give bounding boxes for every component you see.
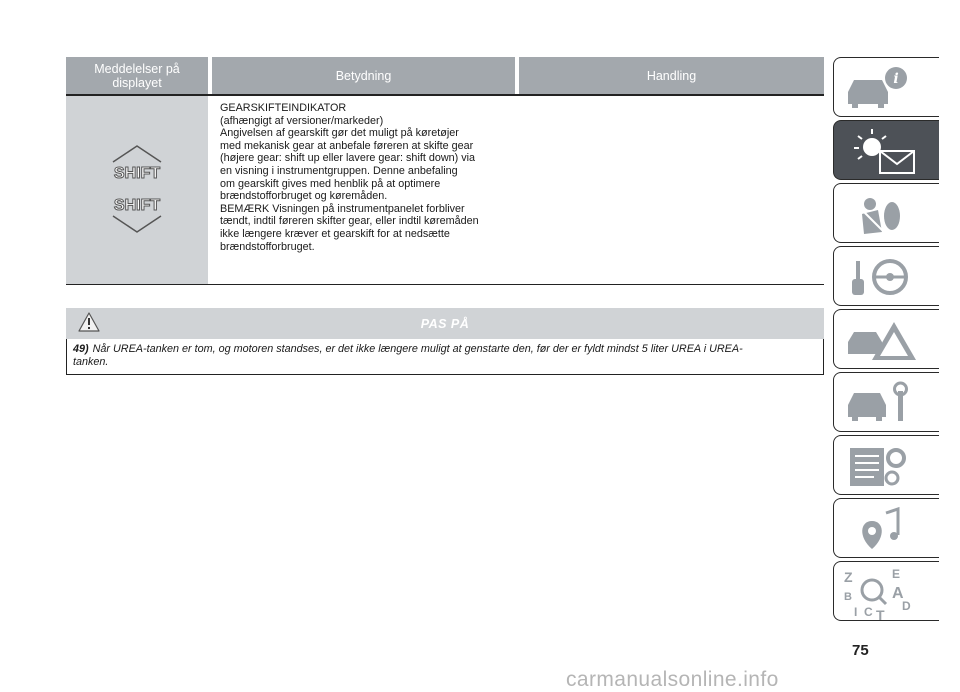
- table-header: [66, 57, 824, 94]
- technical-data-icon: [834, 436, 940, 496]
- watermark: carmanualsonline.info: [566, 668, 779, 691]
- svg-text:i: i: [893, 71, 899, 87]
- warning-body: [66, 339, 824, 375]
- shift-indicator-cell: [66, 96, 208, 284]
- action-cell: [519, 96, 824, 284]
- header-messages-label: Meddelelser på displayet: [94, 61, 180, 90]
- table-row: [66, 96, 824, 285]
- alphabetical-index-icon: [834, 562, 940, 622]
- warning-lights-messages-icon: [834, 121, 940, 181]
- header-action: [519, 57, 824, 94]
- meaning-text: GEARSKIFTEINDIKATOR (afhængigt af versioner/markeder) Angivelsen af gearskift gør det muligt på køretøjer med mekanisk gear at anbefale føreren at skifte gear (højere gear: shift up eller lavere gear: shift down) via en visning i instrumentgruppen. Denne anbefaling om gearskift gives med henblik på at optimere brændstofforbruget og køremåden. BEMÆRK Visningen på instrumentpanelet forbliver tændt, indtil føreren skifter gear, eller indtil køremåden ikke længere kræver et gearskift for at nedsætte brændstofforbruget.: [220, 102, 479, 253]
- tab-index[interactable]: [833, 561, 939, 621]
- svg-text:A: A: [892, 585, 904, 602]
- svg-text:D: D: [902, 599, 911, 613]
- key-steering-wheel-icon: [834, 247, 940, 307]
- svg-text:E: E: [892, 567, 901, 581]
- header-meaning-label: Betydning: [335, 68, 392, 83]
- emergency-car-icon: [834, 310, 940, 370]
- shift-indicator-icon: [107, 144, 167, 236]
- warning-triangle-icon: [78, 312, 100, 332]
- warning-number: 49): [73, 343, 89, 355]
- warning-title: PAS PÅ: [420, 316, 470, 331]
- svg-text:T: T: [876, 607, 885, 622]
- car-maintenance-icon: [834, 373, 940, 433]
- info-table: [66, 57, 824, 285]
- tab-technical-data[interactable]: [833, 435, 939, 495]
- svg-text:Z: Z: [844, 569, 853, 585]
- tab-warning-lights-messages[interactable]: [833, 120, 939, 180]
- shift-up-label: SHIFT: [113, 165, 161, 182]
- tab-maintenance[interactable]: [833, 372, 939, 432]
- shift-down-label: SHIFT: [113, 197, 161, 214]
- multimedia-icon: [834, 499, 940, 559]
- tab-starting-driving[interactable]: [833, 246, 939, 306]
- header-action-label: Handling: [646, 68, 697, 83]
- page-number: 75: [852, 642, 869, 659]
- header-meaning: [212, 57, 515, 94]
- svg-text:I: I: [854, 605, 858, 619]
- tab-safety[interactable]: [833, 183, 939, 243]
- warning-box: [66, 308, 824, 375]
- tab-emergency[interactable]: [833, 309, 939, 369]
- tab-multimedia[interactable]: [833, 498, 939, 558]
- tab-car-info[interactable]: [833, 57, 939, 117]
- car-info-icon: [834, 58, 940, 118]
- header-messages: [66, 57, 208, 94]
- svg-text:B: B: [844, 591, 852, 603]
- safety-airbag-icon: [834, 184, 940, 244]
- warning-text: Når UREA-tanken er tom, og motoren standses, er det ikke længere muligt at genstarte den, før der er fyldt mindst 5 liter UREA i UREA- tanken.: [73, 343, 743, 368]
- svg-text:C: C: [864, 605, 873, 619]
- warning-header: [66, 308, 824, 339]
